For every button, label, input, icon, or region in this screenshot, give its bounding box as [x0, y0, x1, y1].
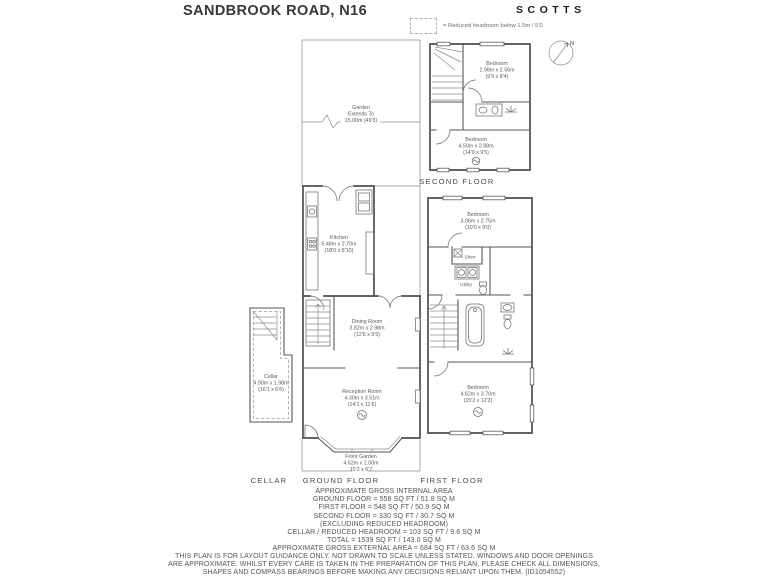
- disclaimer-line: SHAPES AND COMPASS BEARINGS BEFORE MAKING ANY DECISIONS RELIANT UPON THEM. (ID1054552): [202, 569, 566, 576]
- shower-room-label: Shwr: [464, 255, 476, 261]
- washing-machine-icon: [459, 270, 465, 276]
- summary-line: APPROXIMATE GROSS EXTERNAL AREA = 684 SQ FT / 63.6 SQ M: [272, 545, 496, 553]
- summary-line: APPROXIMATE GROSS INTERNAL AREA: [315, 488, 453, 495]
- cellar-floor-label: CELLAR: [250, 476, 288, 485]
- front-garden-label: Front Garden: [345, 454, 377, 460]
- bathroom: [476, 104, 517, 116]
- toilet-icon: [480, 282, 487, 295]
- bedroom-rear: [460, 212, 496, 231]
- utility-label: Utility: [460, 283, 472, 288]
- first-floor-plan: [420, 196, 533, 485]
- bedroom-front: [458, 137, 494, 165]
- sink-icon: [501, 303, 514, 312]
- front-garden: [302, 438, 420, 473]
- bathroom: [466, 303, 514, 354]
- bedroom-label: Bedroom: [465, 137, 487, 143]
- kitchen-counter: [306, 192, 318, 290]
- extractor-fan-icon: [502, 348, 514, 354]
- svg-text:Extends To: Extends To: [347, 111, 375, 118]
- disclaimer-line: THIS PLAN IS FOR LAYOUT GUIDANCE ONLY. NOT DRAWN TO SCALE UNLESS STATED. WINDOWS AND DOOR OPENINGS: [175, 553, 593, 560]
- svg-text:3.06m x 2.75m: 3.06m x 2.75m: [460, 218, 496, 225]
- svg-text:(15'2 x 12'2): (15'2 x 12'2): [463, 398, 493, 404]
- svg-text:3.82m x 2.98m: 3.82m x 2.98m: [349, 325, 385, 332]
- bedroom-label: Bedroom: [486, 61, 508, 67]
- compass-north-label: N: [570, 41, 574, 47]
- svg-text:15.00m (49'3): 15.00m (49'3): [344, 118, 378, 124]
- svg-text:(18'0 x 8'10): (18'0 x 8'10): [324, 248, 354, 254]
- extractor-fan-icon: [505, 106, 517, 112]
- kitchen-sink-unit: [356, 190, 372, 214]
- compass-icon: [549, 41, 574, 65]
- window: [480, 42, 504, 46]
- svg-text:(14'9 x 9'5): (14'9 x 9'5): [463, 150, 489, 156]
- first-floor-label: FIRST FLOOR: [420, 476, 484, 485]
- summary-line: (EXCLUDING REDUCED HEADROOM): [319, 520, 449, 528]
- disclaimer-line: ARE APPROXIMATE. WHILST EVERY CARE IS TAKEN IN THE PREPARATION OF THIS PLAN, PLEASE CHECK ALL DIMENSIONS,: [168, 561, 600, 569]
- shower-room: [452, 247, 482, 264]
- window: [530, 405, 534, 422]
- cellar-label: Cellar: [264, 374, 278, 380]
- dining-room: [349, 319, 385, 338]
- window: [483, 196, 505, 200]
- bedroom-label: Bedroom: [467, 212, 489, 218]
- stairs: [253, 311, 277, 340]
- stairs: [306, 300, 330, 346]
- sink-icon: [479, 107, 487, 113]
- reception-room: [342, 389, 382, 420]
- kitchen-worktop: [366, 232, 374, 274]
- toilet-icon: [492, 106, 498, 114]
- utility-area: [455, 266, 487, 295]
- cellar-plan: [250, 308, 292, 485]
- second-floor-plan: [419, 42, 530, 186]
- front-door: [305, 425, 318, 438]
- window: [437, 42, 450, 46]
- bay-window: [318, 437, 402, 453]
- page-title: SANDBROOK ROAD, N16: [183, 3, 368, 19]
- summary-line: FIRST FLOOR = 548 SQ FT / 50.9 SQ M: [318, 504, 450, 512]
- brand-logo: SCOTTS: [516, 4, 586, 16]
- svg-text:(9'9 x 8'4): (9'9 x 8'4): [485, 74, 509, 80]
- svg-text:(16'1 x 6'6): (16'1 x 6'6): [258, 387, 284, 393]
- garden: [302, 40, 420, 296]
- second-floor-label: SECOND FLOOR: [419, 177, 495, 186]
- bathtub-icon: [466, 304, 484, 346]
- legend-label: = Reduced headroom below 1.5m / 5'0: [443, 23, 543, 29]
- window: [467, 168, 479, 172]
- svg-text:4.62m x 3.70m: 4.62m x 3.70m: [460, 391, 496, 398]
- window: [530, 368, 534, 385]
- reception-room-label: Reception Room: [342, 389, 382, 395]
- svg-text:(12'6 x 9'9): (12'6 x 9'9): [354, 332, 380, 338]
- svg-text:4.30m x 3.51m: 4.30m x 3.51m: [344, 395, 380, 402]
- summary-line: GROUND FLOOR = 558 SQ FT / 51.8 SQ M: [312, 496, 456, 504]
- area-summary: [0, 488, 768, 554]
- svg-text:(14'1 x 11'6): (14'1 x 11'6): [347, 402, 377, 408]
- bedroom-front: [460, 385, 496, 417]
- disclaimer: [0, 553, 768, 576]
- svg-text:(10'0 x 9'0): (10'0 x 9'0): [465, 225, 491, 231]
- svg-text:4.62m x 2.00m: 4.62m x 2.00m: [343, 460, 379, 467]
- window: [483, 431, 503, 435]
- window: [443, 196, 462, 200]
- window: [497, 168, 509, 172]
- stairs: [432, 44, 463, 104]
- svg-text:5.48m x 2.70m: 5.48m x 2.70m: [321, 241, 357, 248]
- summary-line: SECOND FLOOR = 330 SQ FT / 30.7 SQ M: [313, 512, 455, 520]
- chimney-breast: [416, 318, 421, 331]
- window: [450, 431, 470, 435]
- summary-line: CELLAR / REDUCED HEADROOM = 103 SQ FT / 9.6 SQ M: [287, 529, 481, 537]
- garden-label: Garden: [352, 105, 370, 111]
- window: [437, 168, 449, 172]
- svg-text:15'2 x 6'7: 15'2 x 6'7: [349, 467, 373, 473]
- toilet-icon: [504, 315, 511, 329]
- chimney-breast: [416, 390, 421, 403]
- ceiling-rose-icon: [472, 157, 480, 165]
- svg-text:2.98m x 2.56m: 2.98m x 2.56m: [479, 67, 515, 74]
- kitchen: [303, 186, 374, 296]
- svg-text:4.50m x 2.88m: 4.50m x 2.88m: [458, 143, 494, 150]
- bedroom-label: Bedroom: [467, 385, 489, 391]
- ceiling-rose-icon: [474, 408, 483, 417]
- bedroom-rear: [479, 61, 515, 80]
- svg-text:4.90m x 1.98m: 4.90m x 1.98m: [253, 380, 289, 387]
- ground-floor-label: GROUND FLOOR: [302, 476, 380, 485]
- kitchen-label: Kitchen: [330, 235, 348, 241]
- ceiling-rose-icon: [358, 411, 367, 420]
- summary-line: TOTAL = 1539 SQ FT / 143.0 SQ M: [327, 537, 441, 545]
- ground-floor-plan: [302, 40, 420, 485]
- dining-room-label: Dining Room: [351, 319, 383, 325]
- washing-machine-icon: [470, 270, 476, 276]
